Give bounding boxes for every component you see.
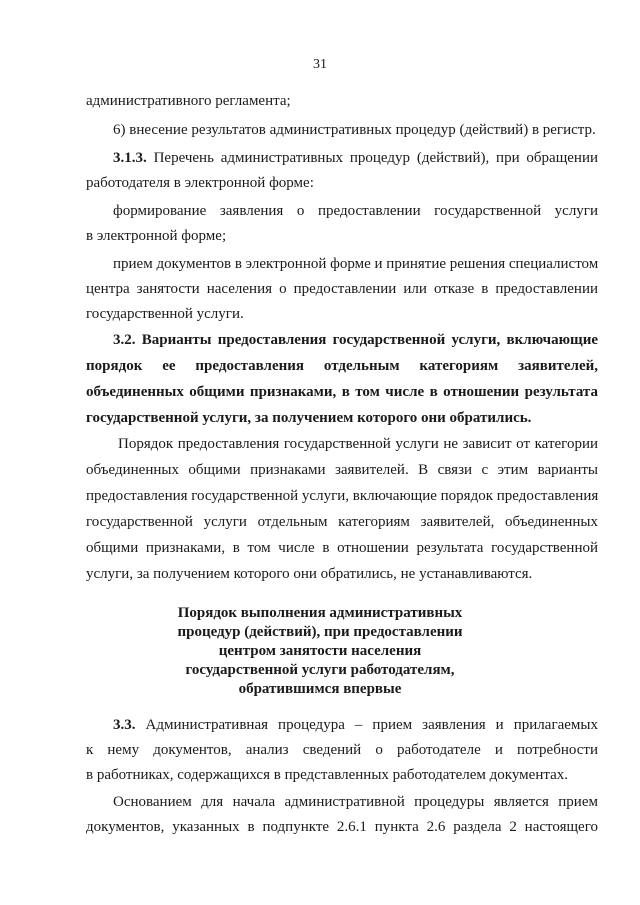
- text-line: [113, 148, 598, 168]
- section-heading-line: Порядок выполнения административных: [177, 605, 463, 621]
- text-line: прием документов в электронной форме и принятие решения специалистом: [113, 256, 598, 272]
- text-line: 3.2. Варианты предоставления государственной услуги, включающие: [113, 332, 598, 348]
- page-number: 31: [313, 57, 327, 72]
- text-line: государственной услуги.: [86, 306, 244, 322]
- text-line: в работниках, содержащихся в представленных работодателем документах.: [86, 767, 569, 783]
- text-fragment: Административная процедура – прием заявления и прилагаемых: [145, 717, 598, 733]
- text-line: административного регламента;: [86, 93, 291, 109]
- text-line: государственной услуги отдельным категориям заявителей, объединенных: [86, 514, 598, 530]
- text-line: Порядок предоставления государственной услуги не зависит от категории: [118, 436, 598, 452]
- text-line: государственной услуги, за получением которого они обратились.: [86, 410, 532, 426]
- text-line: к нему документов, анализ сведений о работодателе и потребности: [86, 742, 598, 758]
- text-line: общими признаками, в том числе в отношении результата государственной: [86, 540, 598, 556]
- text-line: формирование заявления о предоставлении государственной услуги: [113, 203, 598, 219]
- section-heading-line: государственной услуги работодателям,: [185, 662, 455, 678]
- section-heading-line: процедур (действий), при предоставлении: [177, 624, 463, 640]
- text-line: объединенных общими признаками, в том числе в отношении результата: [86, 384, 598, 400]
- text-line: порядок ее предоставления отдельным категориям заявителей,: [86, 358, 598, 374]
- text-line: документов, указанных в подпункте 2.6.1 пункта 2.6 раздела 2 настоящего: [86, 819, 598, 835]
- text-line: Основанием для начала административной процедуры является прием: [113, 794, 598, 810]
- text-line: работодателя в электронной форме:: [86, 175, 314, 191]
- section-heading-line: центром занятости населения: [218, 643, 422, 659]
- text-line: 6) внесение результатов административных процедур (действий) в регистр.: [113, 122, 596, 138]
- section-heading-line: обратившимся впервые: [238, 681, 402, 697]
- text-line: объединенных общими признаками заявителей. В связи с этим варианты: [86, 462, 598, 478]
- text-line: в электронной форме;: [86, 228, 227, 244]
- section-number: 3.1.3.: [113, 150, 147, 166]
- text-line: услуги, за получением которого они обратились, не устанавливаются.: [86, 566, 533, 582]
- section-number: 3.3.: [113, 717, 136, 733]
- text-fragment: Перечень административных процедур (действий), при обращении: [153, 150, 598, 166]
- text-line: предоставления государственной услуги, включающие порядок предоставления: [86, 488, 598, 504]
- text-line: центра занятости населения о предоставлении или отказе в предоставлении: [86, 281, 598, 297]
- text-line: [113, 715, 598, 735]
